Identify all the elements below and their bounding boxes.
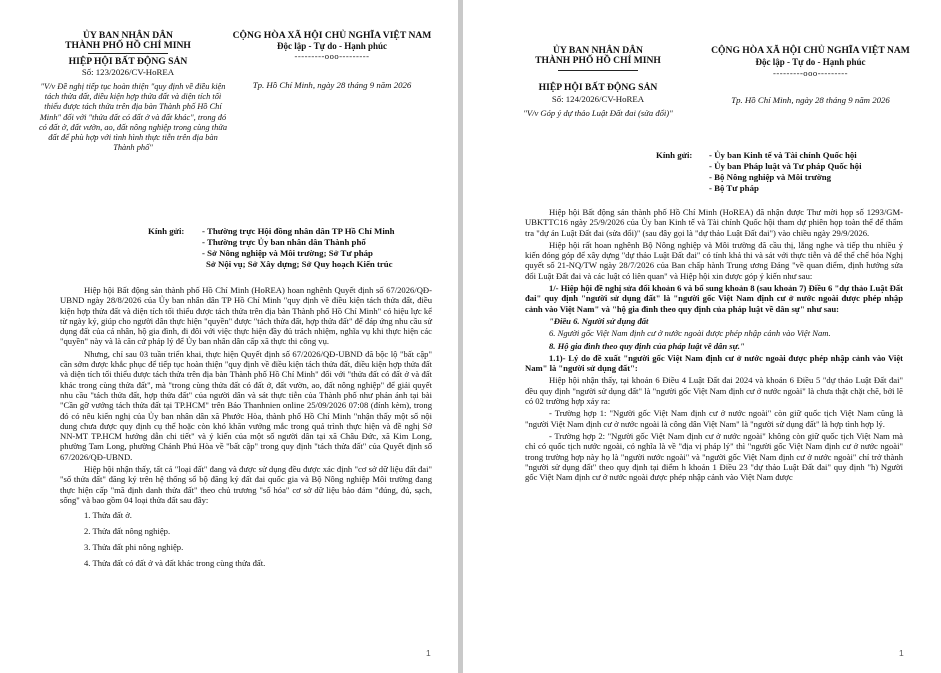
document-page-2 — [463, 0, 941, 673]
motto-divider: ---------ooo--------- — [773, 68, 848, 78]
body-paragraph: Hiệp hội Bất động sản thành phố Hồ Chí Minh (HoREA) hoan nghênh Quyết định số 67/2026/QĐ-UBND ngày 28/8/2026 của Ủy ban nhân dân TP Hồ Chí Minh "quy định về điều kiện tách thửa đất, điều kiện hợp thửa đất và diện tích tối thiểu được tách thửa trên địa bàn Thành phố Hồ Chí Minh" có hiệu lực kể từ ngày ký, giúp cho người dân thực hiện "quyền" được "tách thửa đất, hợp thửa đất" để đáp ứng nhu cầu sử dụng đất của cá nhân, hộ gia đình, đi đôi với việc thực hiện đầy đủ trách nhiệm, nghĩa vụ khi thực hiện các "quyền" này và là căn cứ pháp lý để Ủy ban nhân dân cấp xã thực thi công vụ. — [60, 285, 432, 347]
nation-title: CỘNG HÒA XÃ HỘI CHỦ NGHĨA VIỆT NAM — [711, 45, 910, 56]
nation-motto: Độc lập - Tự do - Hạnh phúc — [276, 41, 387, 51]
association-name: HIỆP HỘI BẤT ĐỘNG SẢN — [68, 56, 188, 67]
recipient-2: - Ủy ban Pháp luật và Tư pháp Quốc hội — [709, 161, 862, 171]
body-paragraph: 1/- Hiệp hội đề nghị sửa đổi khoản 6 và bổ sung khoản 8 (sau khoản 7) Điều 6 "dự thảo Luật Đất đai" quy định "người sử dụng đất" là "người gốc Việt Nam định cư ở nước ngoài được phép nhập cảnh vào Việt Nam" và "hộ gia đình theo quy định của pháp luật về dân sự" như sau: — [525, 283, 903, 314]
document-date: Tp. Hồ Chí Minh, ngày 28 tháng 9 năm 2026 — [252, 80, 412, 90]
document-number: Số: 124/2026/CV-HoREA — [551, 94, 645, 104]
salutation-label: Kính gửi: — [148, 226, 185, 236]
list-item: 1. Thửa đất ở. — [84, 510, 132, 521]
body-paragraph: Hiệp hội Bất động sản thành phố Hồ Chí Minh (HoREA) đã nhận được Thư mời họp số 1293/GM-UBKTTC16 ngày 25/9/2026 của Ủy ban Kinh tế và Tài chính Quốc hội tham dự phiên họp toàn thể để thẩm tra "dự án Luật Đất đai (sửa đổi)" (sau đây gọi là "dự thảo Luật Đất đai") vào chiều ngày 29/9/2026. — [525, 207, 903, 238]
body-paragraph: - Trường hợp 1: "Người gốc Việt Nam định cư ở nước ngoài" còn giữ quốc tịch Việt Nam cũng là "người Việt Nam định cư ở nước ngoài là công dân Việt Nam" là "người sử dụng đất" là hợp tình hợp lý. — [525, 408, 903, 429]
section-heading: 1.1)- Lý do đề xuất "người gốc Việt Nam định cư ở nước ngoài được phép nhập cảnh vào Việt Nam" là "người sử dụng đất": — [525, 352, 903, 374]
issuer-line-2: THÀNH PHỐ HỒ CHÍ MINH — [65, 40, 191, 51]
document-subject: "V/v Góp ý dự thảo Luật Đất đai (sửa đổi)" — [523, 108, 673, 118]
nation-title: CỘNG HÒA XÃ HỘI CHỦ NGHĨA VIỆT NAM — [232, 30, 432, 41]
salutation-label: Kính gửi: — [656, 150, 693, 160]
body-paragraph: Hiệp hội rất hoan nghênh Bộ Nông nghiệp và Môi trường đã cầu thị, lắng nghe và tiếp thu nhiều ý kiến đóng góp để xây dựng "dự thảo Luật Đất đai" có tính khả thi và sát với thực tiễn và để thể chế hóa Nghị quyết số 21-NQ/TW ngày 28/7/2026 của Ban chấp hành Trung ương Đảng "về quan điểm, định hướng sửa đổi Luật Đất đai và các luật có liên quan" và Hiệp hội xin được góp ý kiến như sau: — [525, 239, 903, 281]
body-text — [60, 285, 432, 571]
recipient-3: - Sở Nông nghiệp và Môi trường; Sở Tư pháp — [202, 248, 373, 258]
quoted-clause: 8. Hộ gia đình theo quy định của pháp luật về dân sự." — [549, 340, 745, 351]
page-number: 1 — [426, 648, 431, 658]
page-number: 1 — [899, 648, 904, 658]
body-paragraph: Hiệp hội nhận thấy, tại khoản 6 Điều 4 Luật Đất đai 2024 và khoản 6 Điều 5 "dự thảo Luật Đất đai" đều quy định "người sử dụng đất" là "người gốc Việt Nam định cư ở nước ngoài" là chưa thật chặt chẽ, bởi lẽ có 02 trường hợp xảy ra: — [525, 375, 903, 407]
recipient-2: - Thường trực Ủy ban nhân dân Thành phố — [202, 237, 366, 247]
issuer-line-1: ỦY BAN NHÂN DÂN — [83, 30, 173, 41]
association-name: HIỆP HỘI BẤT ĐỘNG SẢN — [538, 82, 658, 93]
list-item: 3. Thửa đất phi nông nghiệp. — [84, 542, 184, 553]
list-item: 4. Thửa đất có đất ở và đất khác trong cùng thửa đất. — [84, 558, 266, 569]
document-page-1 — [0, 0, 458, 673]
body-paragraph: - Trường hợp 2: "Người gốc Việt Nam định cư ở nước ngoài" không còn giữ quốc tịch Việt Nam mà chỉ có quốc tịch nước ngoài, có nghĩa là về "địa vị pháp lý" thì "người gốc Việt Nam định cư ở nước ngoài" trong trường hợp này họ là "người nước ngoài" và "người gốc Việt Nam định cư ở nước ngoài" chỉ trở thành "người sử dụng đất" theo quy định tại điểm h khoản 1 Điều 23 "dự thảo Luật Đất đai" quy định "h) Người gốc Việt Nam định cư ở nước ngoài được phép nhập cảnh vào Việt Nam được — [525, 430, 903, 483]
recipient-1: - Ủy ban Kinh tế và Tài chính Quốc hội — [709, 150, 857, 160]
motto-divider: ---------ooo--------- — [294, 51, 370, 61]
quoted-article-heading: "Điều 6. Người sử dụng đất — [549, 315, 649, 326]
nation-motto: Độc lập - Tự do - Hạnh phúc — [755, 57, 866, 67]
issuer-rule — [88, 53, 168, 54]
issuer-rule — [558, 70, 638, 71]
body-paragraph: Nhưng, chỉ sau 03 tuần triển khai, thực hiện Quyết định số 67/2026/QĐ-UBND đã bộc lộ "bất cập" cần sớm được khắc phục để tiếp tục hoàn thiện "quy định về điều kiện tách thửa đất, điều kiện hợp thửa đất và diện tích tối thiểu được tách thửa trên địa bàn Thành phố Hồ Chí Minh" đối với "thửa đất có đất ở và đất khác trong cùng thửa đất", mà "trong cùng thửa đất có đất ở, đất vườn, ao, đất nông nghiệp" để giải quyết nhu cầu "tách thửa đất, hợp thửa đất" của người dân và sát thực tiễn của Thành phố như phản ánh tại bài "Cần gỡ vướng tách thửa đất tại TP.HCM" trên Báo Thanhnien online 25/09/2026 07:08 (đính kèm), trong đó có nêu kiến nghị của Ủy ban nhân dân xã Phước Hòa, thành phố Hồ Chí Minh "nhận thấy một số nội dung chưa được quy định cụ thể hoặc còn khó khăn vướng mắc trong quá trình thực hiện và đề nghị Sở NN-MT TP.HCM hướng dẫn chi tiết" và ý kiến của một số người dân tại xã Châu Đức, xã Kim Long, phường Tam Long, phường Chánh Phú Hòa về "bất cập" trong quy định "tách thửa đất" của Quyết định số 67/2026/QĐ-UBND. — [60, 348, 432, 462]
body-text — [525, 207, 903, 484]
body-paragraph: Hiệp hội nhận thấy, tất cả "loại đất" đang và được sử dụng đều được xác định "cơ sở dữ liệu đất đai" "số thửa đất" đăng ký trên hệ thống sổ bộ đăng ký đất đai quốc gia và Bộ Nông nghiệp Môi trường đang thực hiện cấp "mã định danh thửa đất" theo chủ trương "số hóa" cơ sở dữ liệu bảo đảm "đúng, đủ, sạch, sống" và bao gồm 04 loại thửa đất sau đây: — [60, 464, 432, 505]
recipient-1: - Thường trực Hội đồng nhân dân TP Hồ Chí Minh — [202, 226, 395, 236]
document-subject: "V/v Đề nghị tiếp tục hoàn thiện "quy định về điều kiện tách thửa đất, điều kiện hợp thửa đất và diện tích tối thiểu được tách thửa trên địa bàn Thành phố Hồ Chí Minh" đối với "thửa đất có đất ở và đất khác", trong đó có đất ở, đất vườn, ao, đất nông nghiệp trong cùng thửa đất để phù hợp với tình hình thực tiễn trên địa bàn Thành phố" — [38, 82, 228, 153]
issuer-line-2: THÀNH PHỐ HỒ CHÍ MINH — [535, 55, 661, 66]
list-item: 2. Thửa đất nông nghiệp. — [84, 526, 171, 537]
recipient-3: - Bộ Nông nghiệp và Môi trường — [709, 172, 832, 182]
document-number: Số: 123/2026/CV-HoREA — [81, 67, 175, 77]
recipient-4: Sở Nội vụ; Sở Xây dựng; Sở Quy hoạch Kiến trúc — [206, 259, 393, 269]
quoted-clause: 6. Người gốc Việt Nam định cư ở nước ngoài được phép nhập cảnh vào Việt Nam. — [549, 328, 831, 339]
recipient-4: - Bộ Tư pháp — [709, 183, 759, 193]
land-type-list — [60, 507, 432, 571]
issuer-line-1: ỦY BAN NHÂN DÂN — [553, 45, 643, 56]
document-date: Tp. Hồ Chí Minh, ngày 28 tháng 9 năm 2026 — [731, 95, 890, 105]
